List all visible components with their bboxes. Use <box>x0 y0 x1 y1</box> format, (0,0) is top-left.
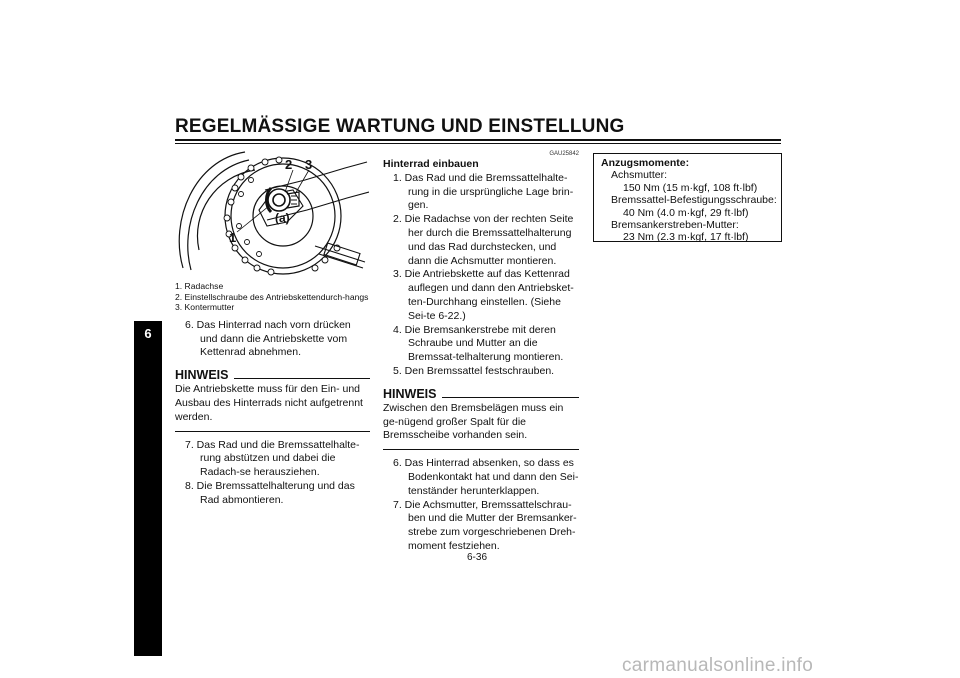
install-step: 3. Die Antriebskette auf das Kettenrad auflegen und dann den Antriebsket-ten-Durchhang einstellen. (Siehe Sei-te 6-22.) <box>393 268 574 322</box>
legend-item: 1. Radachse <box>175 281 224 291</box>
torque-label: Achsmutter: <box>611 169 668 182</box>
step-7: 7. Das Rad und die Bremssattelhalte-rung abstützen und dabei die Radach-se herausziehen. <box>185 438 360 479</box>
callout-1: 1 <box>229 230 237 245</box>
title-rule-thin <box>175 143 781 144</box>
note-heading-rule <box>442 397 579 398</box>
torque-heading: Anzugsmomente: <box>601 157 690 169</box>
page-title: REGELMÄSSIGE WARTUNG UND EINSTELLUNG <box>175 116 625 137</box>
note-heading <box>383 387 579 402</box>
left-column <box>175 281 370 508</box>
title-rule <box>175 139 781 141</box>
torque-specs-box <box>593 153 782 242</box>
step-6: 6. Das Hinterrad nach vorn drücken und dann die Antriebskette vom Kettenrad abnehmen. <box>185 318 351 359</box>
section-code: GAU25842 <box>549 151 579 157</box>
figure-legend <box>175 281 370 313</box>
install-step: 4. Die Bremsankerstrebe mit deren Schraube und Mutter an die Bremssat-telhalterung montieren. <box>393 323 564 364</box>
watermark[interactable]: carmanualsonline.info <box>622 655 814 676</box>
chapter-tab <box>134 321 162 656</box>
step-8: 8. Die Bremssattelhalterung und das Rad abmontieren. <box>185 479 355 506</box>
section-heading: Hinterrad einbauen <box>383 158 479 170</box>
label-a: (a) <box>275 211 290 225</box>
legend-item: 2. Einstellschraube des Antriebskettendurch-hangs <box>175 291 369 302</box>
page-number: 6-36 <box>467 552 488 563</box>
callout-2: 2 <box>285 157 293 172</box>
torque-value: 40 Nm (4.0 m·kgf, 29 ft·lbf) <box>623 206 749 219</box>
note-heading-text: HINWEIS <box>383 386 437 401</box>
install-step: 5. Den Bremssattel festschrauben. <box>393 364 555 377</box>
install-step: 1. Das Rad und die Bremssattelhalte-rung in die ursprüngliche Lage brin-gen. <box>393 171 574 212</box>
install-step: 2. Die Radachse von der rechten Seite her durch die Bremssattelhalterung und das Rad durchstecken, und dann die Achsmutter montieren. <box>393 213 574 267</box>
torque-label: Bremsankerstreben-Mutter: <box>611 219 739 232</box>
note-end-rule <box>383 449 579 450</box>
note-heading <box>175 368 370 383</box>
note-end-rule <box>175 431 370 432</box>
note-heading-rule <box>234 378 370 379</box>
note-heading-text: HINWEIS <box>175 368 229 383</box>
chapter-number: 6 <box>144 326 152 341</box>
install-step: 6. Das Hinterrad absenken, so dass es Bodenkontakt hat und dann den Sei-tenständer herunterklappen. <box>393 457 579 497</box>
callout-3: 3 <box>305 157 313 172</box>
install-step: 7. Die Achsmutter, Bremssattelschrau-ben und die Mutter der Bremsanker-strebe zum vorgeschriebenen Dreh-moment festziehen. <box>393 498 577 552</box>
legend-item: 3. Kontermutter <box>175 302 235 313</box>
torque-label: Bremssattel-Befestigungsschraube: <box>611 194 777 207</box>
torque-value: 150 Nm (15 m·kgf, 108 ft·lbf) <box>623 181 758 194</box>
note-text: Zwischen den Bremsbelägen muss ein ge-nügend großer Spalt für die Bremsscheibe vorhanden sein. <box>383 401 564 442</box>
torque-value: 23 Nm (2.3 m·kgf, 17 ft·lbf) <box>623 231 749 244</box>
note-text: Die Antriebskette muss für den Ein- und Ausbau des Hinterrads nicht aufgetrennt werden. <box>175 383 363 423</box>
middle-column <box>383 150 579 554</box>
rear-wheel-axle-illustration <box>175 150 369 278</box>
